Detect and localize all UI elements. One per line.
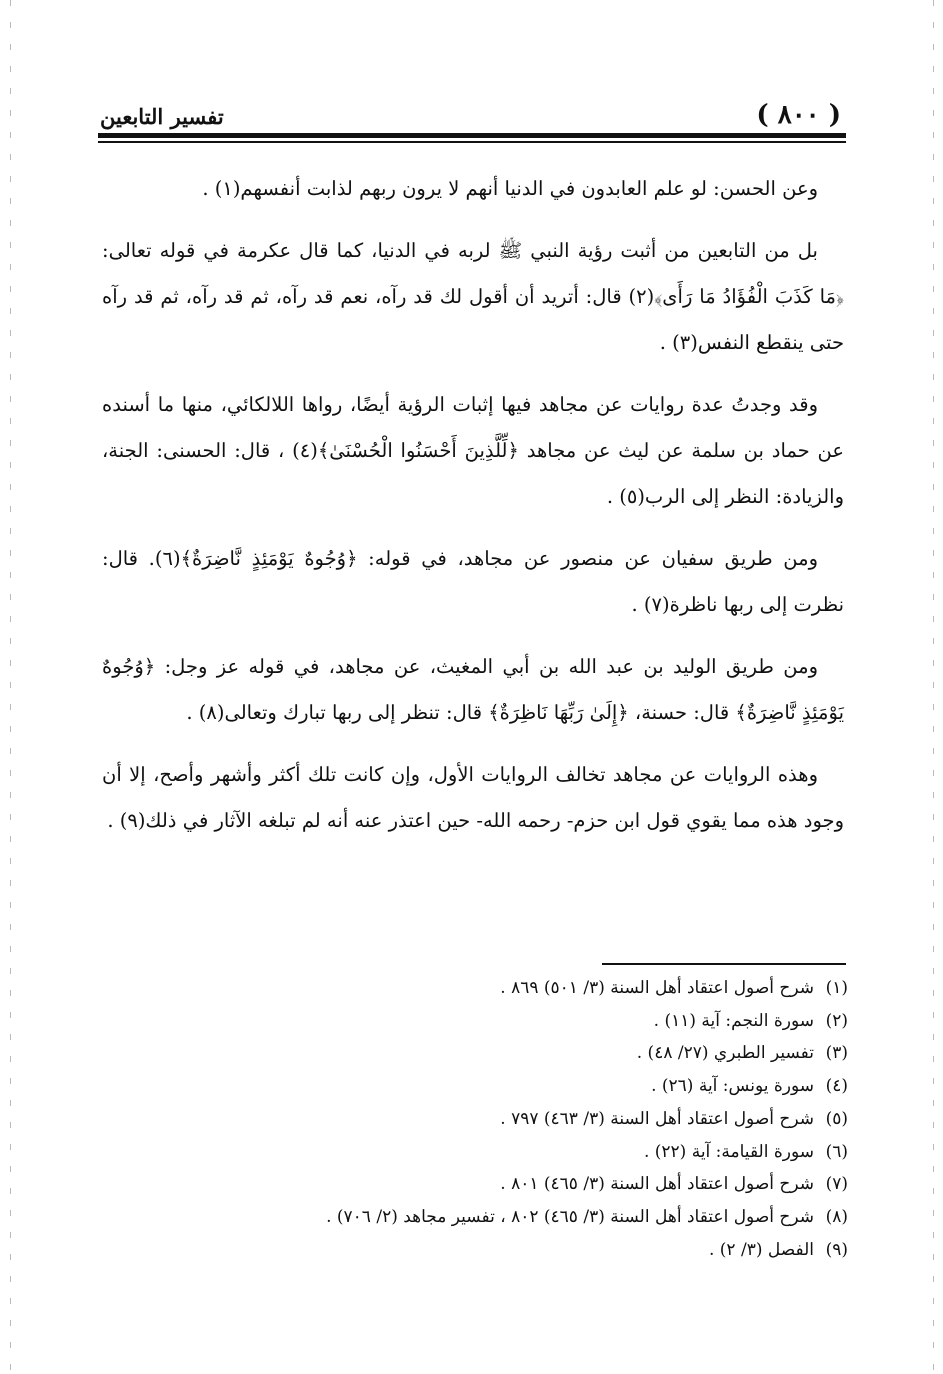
paragraph: ومن طريق الوليد بن عبد الله بن أبي المغيث، عن مجاهد، في قوله عز وجل: ﴿وُجُوهٌ يَوْمَئِذٍ نَّاضِرَةٌ﴾ قال: حسنة، ﴿إِلَىٰ رَبِّهَا نَاظِرَةٌ﴾ قال: تنظر إلى ربها تبارك وتعالى(٨) . bbox=[102, 655, 844, 724]
footnote-item bbox=[200, 1168, 848, 1201]
footnote-separator bbox=[602, 963, 846, 965]
footnote-number: (١) bbox=[825, 978, 848, 998]
page-number: ( ٨٠٠ ) bbox=[756, 100, 841, 130]
header-rule-thick bbox=[98, 133, 846, 138]
footnote-text: شرح أصول اعتقاد أهل السنة (٣/ ٤٦٣) ٧٩٧ . bbox=[500, 1108, 814, 1129]
footnote-number: (٩) bbox=[825, 1239, 848, 1260]
footnote-number: (٨) bbox=[825, 1206, 848, 1227]
footnote-number: (٧) bbox=[825, 1174, 848, 1195]
footnote-item bbox=[200, 972, 848, 1005]
footnote-item bbox=[200, 1136, 848, 1169]
footnote-text: سورة يونس: آية (٢٦) . bbox=[651, 1076, 814, 1097]
scan-noise-line bbox=[933, 0, 934, 1374]
footnote-number: (٦) bbox=[825, 1141, 848, 1162]
paragraph: وقد وجدتُ عدة روايات عن مجاهد فيها إثبات الرؤية أيضًا، رواها اللالكائي، منها ما أسنده عن حماد بن سلمة عن ليث عن مجاهد ﴿لِّلَّذِينَ أَحْسَنُوا الْحُسْنَىٰ﴾(٤) ، قال: الحسنى: الجنة، والزيادة: النظر إلى الرب(٥) . bbox=[102, 393, 844, 508]
footnote-text: شرح أصول اعتقاد أهل السنة (٣/ ٥٠١) ٨٦٩ . bbox=[500, 978, 814, 998]
running-title: تفسير التابعين bbox=[100, 104, 224, 129]
footnote-text: الفصل (٣/ ٢) . bbox=[708, 1239, 814, 1260]
footnote-item bbox=[200, 1103, 848, 1136]
footnote-item bbox=[200, 1070, 848, 1103]
footnote-number: (٥) bbox=[825, 1108, 848, 1129]
footnotes-list bbox=[200, 972, 848, 1266]
footnote-item bbox=[200, 1037, 848, 1070]
scan-noise-line bbox=[10, 0, 11, 1374]
footnote-text: شرح أصول اعتقاد أهل السنة (٣/ ٤٦٥) ٨٠١ . bbox=[500, 1174, 814, 1195]
footnote-number: (٢) bbox=[825, 1010, 848, 1031]
footnote-item bbox=[200, 1234, 848, 1267]
main-text bbox=[102, 166, 844, 860]
footnote-text: تفسير الطبري (٢٧/ ٤٨) . bbox=[636, 1043, 814, 1064]
footnote-text: شرح أصول اعتقاد أهل السنة (٣/ ٤٦٥) ٨٠٢ ، تفسير مجاهد (٢/ ٧٠٦) . bbox=[326, 1206, 814, 1227]
paragraph: وعن الحسن: لو علم العابدون في الدنيا أنهم لا يرون ربهم لذابت أنفسهم(١) . bbox=[202, 177, 818, 200]
page-header bbox=[100, 96, 845, 132]
footnote-item bbox=[200, 1201, 848, 1234]
paragraph: ومن طريق سفيان عن منصور عن مجاهد، في قوله: ﴿وُجُوهٌ يَوْمَئِذٍ نَّاضِرَةٌ﴾(٦). قال: نظرت إلى ربها ناظرة(٧) . bbox=[102, 547, 844, 616]
footnote-number: (٣) bbox=[825, 1043, 848, 1064]
footnote-number: (٤) bbox=[825, 1076, 848, 1097]
paragraph: بل من التابعين من أثبت رؤية النبي ﷺ لربه في الدنيا، كما قال عكرمة في قوله تعالى: ﴿مَا كَذَبَ الْفُؤَادُ مَا رَأَى﴾(٢) قال: أتريد أن أقول لك قد رآه، نعم قد رآه، ثم قد رآه، ثم قد رآه حتى ينقطع النفس(٣) . bbox=[102, 239, 844, 354]
header-rule-thin bbox=[98, 141, 846, 143]
footnote-text: سورة القيامة: آية (٢٢) . bbox=[643, 1141, 814, 1162]
footnote-item bbox=[200, 1005, 848, 1038]
footnote-text: سورة النجم: آية (١١) . bbox=[653, 1010, 814, 1031]
paragraph: وهذه الروايات عن مجاهد تخالف الروايات الأول، وإن كانت تلك أكثر وأشهر وأصح، إلا أن وجود هذه مما يقوي قول ابن حزم- رحمه الله- حين اعتذر عنه أنه لم تبلغه الآثار في ذلك(٩) . bbox=[102, 763, 844, 832]
